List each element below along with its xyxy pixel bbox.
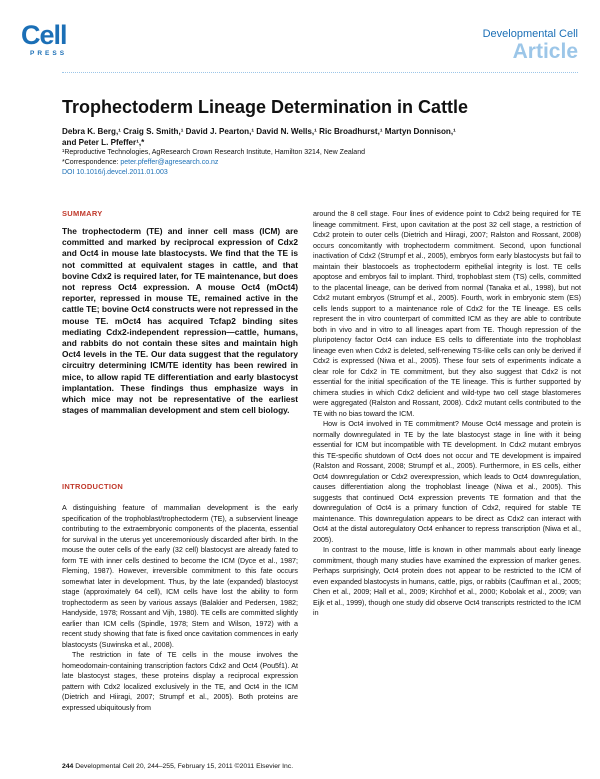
page-number: 244 bbox=[62, 763, 74, 770]
right-paragraph-2: How is Oct4 involved in TE commitment? Mouse Oct4 message and protein is normally downregulated in TE by the late blastocyst stage in line with it being essential for ICM but incompatible with TE development. In Cdx2 mutant embryos this TE-specific shutdown of Oct4 does not occur and TE development is impaired (Ralston and Rossant, 2008; Strumpf et al., 2005). Furthermore, in ES cells, either Oct4 downregulation or Cdx2 overexpression, which leads to Oct4 downregulation, causes differentiation along the trophoblast lineage (Niwa et al., 2005). This suggests that continued Oct4 expression prevents TE formation and that the downregulation of Oct4 is a primary function of Cdx2, required for stable TE maintenance. This downregulation appears to be direct as Cdx2 can interact with Oct4 at the distal autoregulatory Oct4 enhancer to repress transcription (Niwa et al., 2005). bbox=[313, 420, 581, 544]
right-column-body bbox=[313, 209, 581, 619]
summary-text: The trophectoderm (TE) and inner cell mass (ICM) are committed and marked by reciprocal expression of Cdx2 and Oct4 in mouse late blastocysts. We find that the TE is not committed at equivalent stages in cattle, and that bovine Cdx2 is required later, for TE maintenance, but does not repress Oct4 expression. A mouse Oct4 (mOct4) reporter, repressed in mouse TE, remained active in the cattle TE; bovine Oct4 constructs were not repressed in the mouse TE. mOct4 has acquired Tcfap2 binding sites mediating Cdx2-independent repression—cattle, humans, and rabbits do not contain these sites and maintain high Oct4 levels in the TE. Our data suggest that the regulatory circuitry determining ICM/TE identity has been rewired in mice, to allow rapid TE differentiation and early blastocyst implantation. These findings thus emphasize ways in which mice may not be representative of the earliest stages of mammalian development and stem cell biology. bbox=[62, 226, 299, 416]
journal-name: Developmental Cell bbox=[482, 28, 578, 40]
left-column-body bbox=[62, 503, 298, 713]
doi-link[interactable]: DOI 10.1016/j.devcel.2011.01.003 bbox=[62, 169, 168, 176]
authors-line-2: and Peter L. Pfeffer¹,* bbox=[62, 138, 145, 147]
intro-paragraph-1: A distinguishing feature of mammalian development is the early specification of the trophoblast/trophectoderm (TE), a subservient lineage contributing to the extraembryonic components of the placenta, essential for survival in the uterus yet unceremoniously discarded after birth. In the mouse the outer cells of the early (32 cell) blastocyst are already fated to form TE with inner cells destined to become the ICM (Dyce et al., 1987; Fleming, 1987). However, irreversible commitment to this fate occurs somewhat later in development. Thus, by the late (expanded) blastocyst stage (approximately 64 cell), ICM cells have lost the ability to form trophectoderm as seen by various assays (Balakier and Pedersen, 1982; Handyside, 1978; Rossant and Vijh, 1980). TE cells are committed slightly earlier than ICM cells (Spindle, 1978; Stern and Wilson, 1972) with a recent study showing that fate is fixed once cavitation commences in early blastocysts (Suwinska et al., 2008). bbox=[62, 504, 298, 649]
logo-cell-text: Cell bbox=[21, 20, 67, 50]
footer-citation: Developmental Cell 20, 244–255, February 15, 2011 ©2011 Elsevier Inc. bbox=[75, 763, 294, 770]
authors-line-1: Debra K. Berg,¹ Craig S. Smith,¹ David J. Pearton,¹ David N. Wells,¹ Ric Broadhurst,¹ Martyn Donnison,¹ bbox=[62, 127, 456, 136]
header-divider bbox=[62, 72, 578, 73]
affiliations bbox=[62, 148, 582, 178]
correspondence-label: *Correspondence: bbox=[62, 159, 119, 166]
page-footer bbox=[62, 763, 293, 770]
author-list bbox=[62, 126, 582, 148]
summary-heading: SUMMARY bbox=[62, 209, 103, 218]
right-paragraph-1: around the 8 cell stage. Four lines of evidence point to Cdx2 being required for TE lineage commitment. First, upon cavitation at the post 32 cell stage, a restriction of Cdx2 protein to outer cells (Dietrich and Hiiragi, 2007; Ralston and Rossant, 2008) occurs concomitantly with trophectoderm commitment. Second, upon functional inactivation of Cdx2 (Strumpf et al., 2005), embryos form early blastocysts but fail to maintain their blastocoels as trophectoderm epithelial integrity is lost. TE cells apoptose and embryos fail to implant. Third, trophoblast stem (TS) cells, committed to the placental lineage, can be derived from normal (Tanaka et al., 1998), but not Cdx2 mutant embryos (Strumpf et al., 2005). Fourth, work in embryonic stem (ES) cells lends support to a maintenance role of Cdx2 for the TE lineage. ES cells represent the in vitro counterpart of committed ICM as they are able to contribute both in vivo and in vitro to all lineages apart from TE. Though repression of the pluripotency factor Oct4 can induce ES cells to differentiate into the trophoblast lineage even when Cdx2 is deleted, self-renewing TS-like cells can only be derived if Cdx2 is expressed (Niwa et al., 2005). These four sets of experiments indicate a clear role for Cdx2 in TE commitment, but they also suggest that Cdx2 is not essential for the initial specification of the TE lineage. This is further supported by chimera studies in which Cdx2 deficient and wild-type two cell stage blastomeres were aggregated (Ralston and Rossant, 2008). Cdx2 mutant cells contributed to the TE with no bias toward the ICM. bbox=[313, 210, 581, 418]
logo-press-text: PRESS bbox=[30, 50, 68, 57]
cell-press-logo bbox=[21, 22, 71, 68]
introduction-heading: INTRODUCTION bbox=[62, 482, 124, 491]
intro-paragraph-2: The restriction in fate of TE cells in the mouse involves the homeodomain-containing transcription factors Cdx2 and Oct4 (Pou5f1). At late blastocyst stages, these proteins display a reciprocal expression pattern with Cdx2 localized exclusively in the TE, and Oct4 in the ICM (Dietrich and Hiiragi, 2007; Strumpf et al., 2005). Both proteins are expressed ubiquitously from bbox=[62, 651, 298, 712]
correspondence-email[interactable]: peter.pfeffer@agresearch.co.nz bbox=[120, 159, 219, 166]
right-paragraph-3: In contrast to the mouse, little is known in other mammals about early lineage commitment, though many studies have examined the expression of marker genes. Perhaps surprisingly, Oct4 protein does not appear to be restricted to the ICM of even expanded blastocysts in humans, cattle, pigs, or rabbits (Cauffman et al., 2005; Chen et al., 2009; Hall et al., 2009; Kirchhof et al., 2000; Kobolak et al., 2009; van Eijk et al., 1999), though one study did observe Oct4 transcripts restricted to the ICM in bbox=[313, 546, 581, 617]
paper-title: Trophectoderm Lineage Determination in Cattle bbox=[62, 97, 469, 117]
article-type: Article bbox=[512, 40, 578, 63]
affiliation-text: ¹Reproductive Technologies, AgResearch Crown Research Institute, Hamilton 3214, New Zealand bbox=[62, 149, 365, 156]
correspondence bbox=[62, 158, 582, 168]
